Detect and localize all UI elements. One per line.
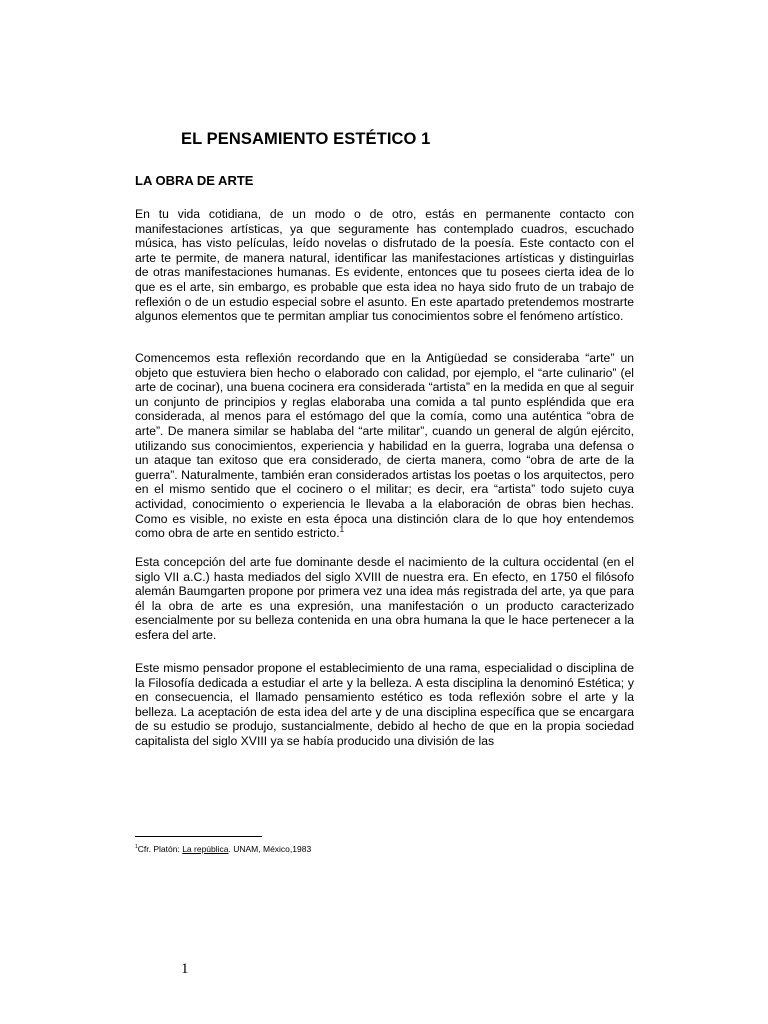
footnote-work-title: La república	[182, 844, 229, 854]
footnote-marker: 1	[135, 844, 138, 851]
section-heading: LA OBRA DE ARTE	[135, 173, 254, 188]
paragraph-2	[135, 351, 634, 541]
paragraph-3: Esta concepción del arte fue dominante desde el nacimiento de la cultura occidental (en el siglo VII a.C.) hasta mediados del siglo XVIII de nuestra era. En efecto, en 1750 el filósofo alemán Baumgarten propone por primera vez una idea más registrada del arte, ya que para él la obra de arte es una expresión, una manifestación o un producto caracterizado esencialmente por su belleza contenida en una obra humana la que le hace pertenecer a la esfera del arte.	[135, 555, 634, 642]
footnote-reference: 1	[339, 525, 345, 535]
footnote-suffix: . UNAM, México,1983	[228, 844, 312, 854]
footnote-separator	[135, 836, 262, 837]
footnote-prefix: Cfr. Platón:	[137, 844, 183, 854]
paragraph-4: Este mismo pensador propone el establecimiento de una rama, especialidad o disciplina de la Filosofía dedicada a estudiar el arte y la belleza. A esta disciplina la denominó Estética; y en consecuencia, el llamado pensamiento estético es toda reflexión sobre el arte y la belleza. La aceptación de esta idea del arte y de una disciplina específica que se encargara de su estudio se produjo, sustancialmente, debido al hecho de que en la propia sociedad capitalista del siglo XVIII ya se había producido una división de las	[135, 661, 634, 748]
paragraph-2-text: Comencemos esta reflexión recordando que en la Antigüedad se consideraba “arte” un objeto que estuviera bien hecho o elaborado con calidad, por ejemplo, el “arte culinario” (el arte de cocinar), una buena cocinera era considerada “artista” en la medida en que al seguir un conjunto de principios y reglas elaboraba una comida a tal punto espléndida que era considerada, al menos para el estómago del que la comía, como una auténtica “obra de arte”. De manera similar se hablaba del “arte militar”, cuando un general de algún ejército, utilizando sus conocimientos, experiencia y habilidad en la guerra, lograba una defensa o un ataque tan exitoso que era considerado, de cierta manera, como “obra de arte de la guerra”. Naturalmente, también eran considerados artistas los poetas o los arquitectos, pero en el mismo sentido que el cocinero o el militar; es decir, era “artista” todo sujeto cuya actividad, conocimiento o experiencia le llevaba a la elaboración de obras bien hechas. Como es visible, no existe en esta época una distinción clara de lo que hoy entendemos como obra de arte en sentido estricto.	[135, 351, 634, 541]
page-number: 1	[181, 961, 189, 977]
footnote	[135, 844, 311, 854]
paragraph-1: En tu vida cotidiana, de un modo o de otro, estás en permanente contacto con manifestaciones artísticas, ya que seguramente has contemplado cuadros, escuchado música, has visto películas, leído novelas o disfrutado de la poesía. Este contacto con el arte te permite, de manera natural, identificar las manifestaciones artísticas y distinguirlas de otras manifestaciones humanas. Es evidente, entonces que tu posees cierta idea de lo que es el arte, sin embargo, es probable que esta idea no haya sido fruto de un trabajo de reflexión o de un estudio especial sobre el asunto. En este apartado pretendemos mostrarte algunos elementos que te permitan ampliar tus conocimientos sobre el fenómeno artístico.	[135, 207, 634, 324]
page-title: EL PENSAMIENTO ESTÉTICO 1	[181, 130, 431, 148]
